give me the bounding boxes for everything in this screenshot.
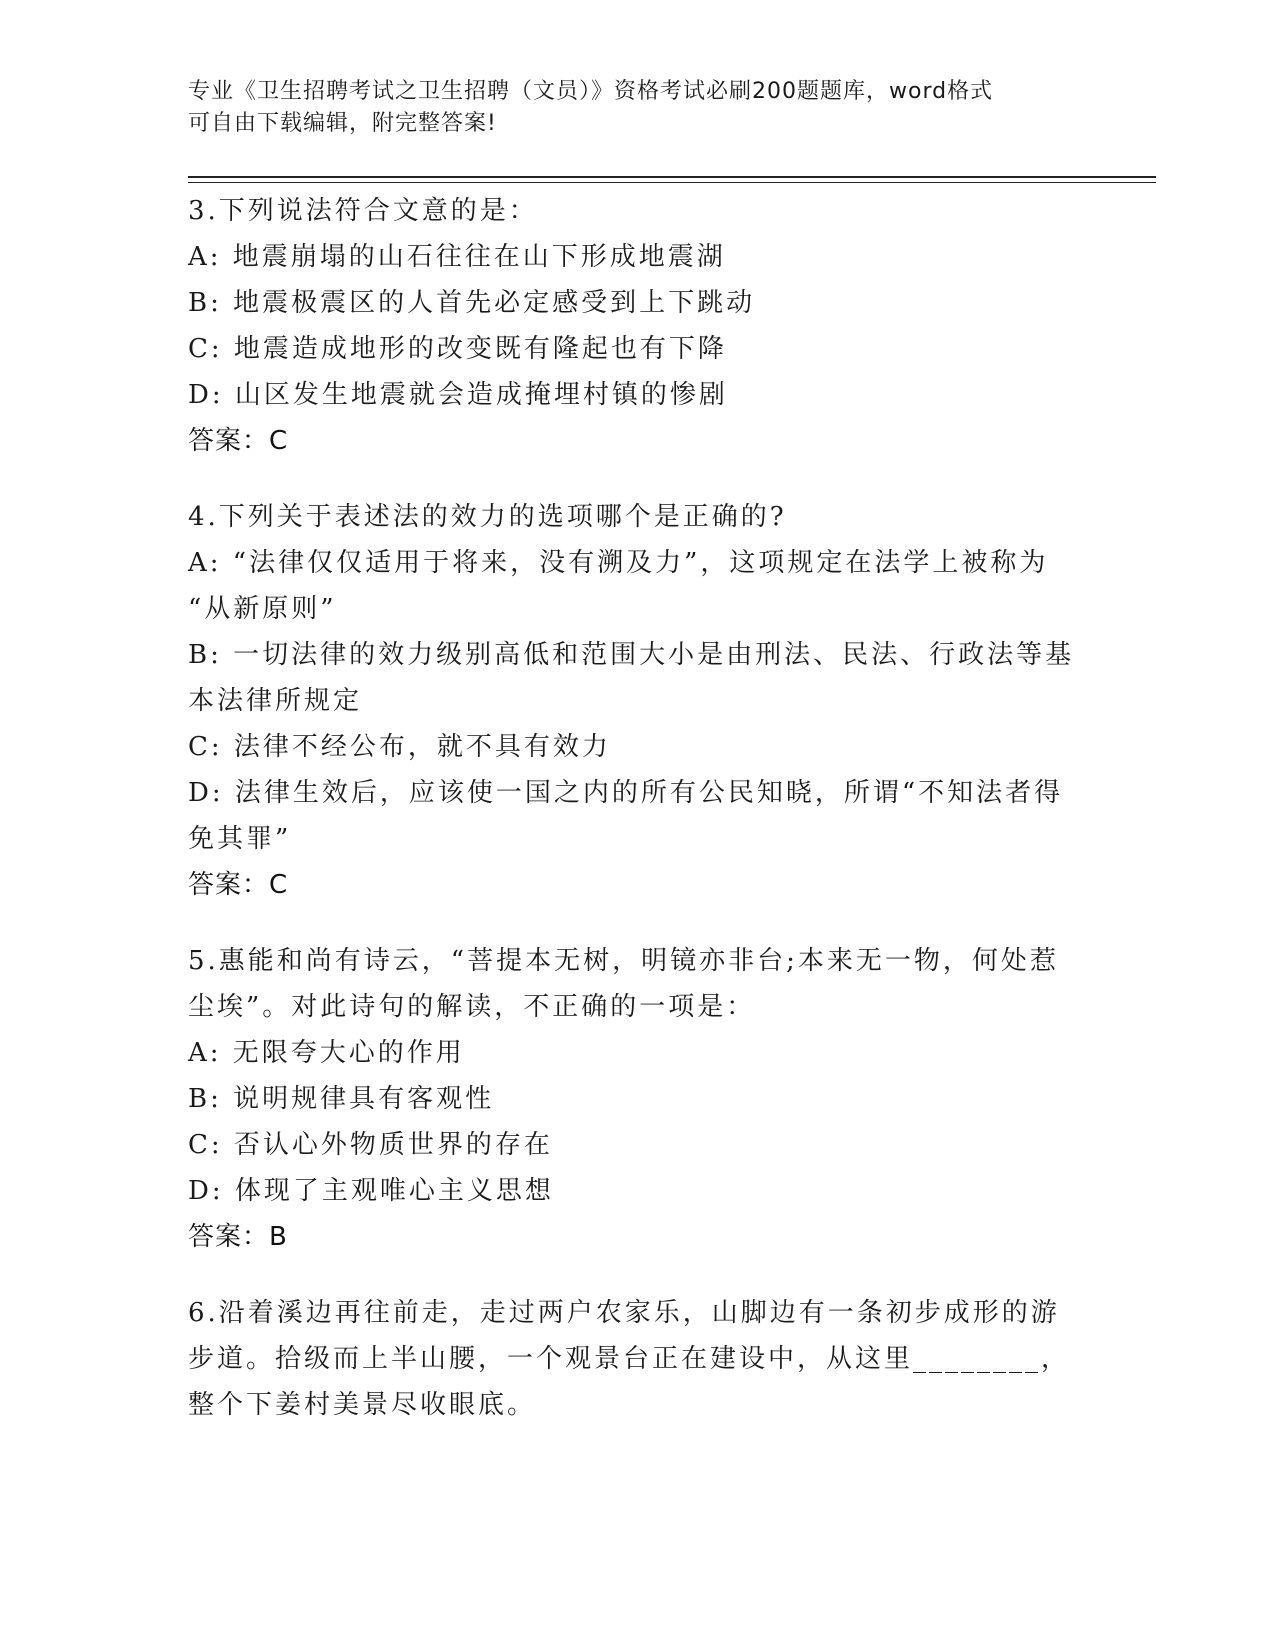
header-line-2: 可自由下载编辑，附完整答案! [188, 111, 497, 136]
question-block [188, 188, 1088, 464]
question-option: 免其罪” [188, 824, 292, 854]
question-stem: 整个下姜村美景尽收眼底。 [188, 1390, 537, 1420]
question-stem: 步道。拾级而上半山腰，一个观景台正在建设中，从这里________， [188, 1344, 1071, 1374]
question-option: “从新原则” [188, 594, 337, 624]
question-option: B: 说明规律具有客观性 [188, 1084, 495, 1114]
question-block [188, 494, 1088, 908]
question-option: D: 山区发生地震就会造成掩埋村镇的惨剧 [188, 380, 728, 410]
question-block [188, 1290, 1088, 1428]
question-option: A: 地震崩塌的山石往往在山下形成地震湖 [188, 242, 726, 272]
question-option: A: “法律仅仅适用于将来，没有溯及力”，这项规定在法学上被称为 [188, 548, 1049, 578]
question-option: A: 无限夸大心的作用 [188, 1038, 465, 1068]
question-stem: 尘埃”。对此诗句的解读，不正确的一项是： [188, 992, 756, 1022]
header-rule-thick [188, 176, 1156, 178]
question-stem: 6.沿着溪边再往前走，走过两户农家乐，山脚边有一条初步成形的游 [188, 1298, 1060, 1328]
answer-line: 答案：C [188, 426, 289, 456]
header-line-1: 专业《卫生招聘考试之卫生招聘（文员）》资格考试必刷200题题库，word格式 [188, 79, 994, 104]
document-header [188, 76, 1068, 140]
answer-line: 答案：C [188, 870, 289, 900]
question-option: D: 体现了主观唯心主义思想 [188, 1176, 554, 1206]
question-option: B: 一切法律的效力级别高低和范围大小是由刑法、民法、行政法等基 [188, 640, 1075, 670]
question-option: C: 否认心外物质世界的存在 [188, 1130, 553, 1160]
question-option: D: 法律生效后，应该使一国之内的所有公民知晓，所谓“不知法者得 [188, 778, 1064, 808]
question-option: B: 地震极震区的人首先必定感受到上下跳动 [188, 288, 756, 318]
header-rule-thin [188, 182, 1156, 183]
question-block [188, 938, 1088, 1260]
question-stem: 5.惠能和尚有诗云，“菩提本无树，明镜亦非台;本来无一物，何处惹 [188, 946, 1059, 976]
question-list [188, 188, 1088, 1458]
question-option: 本法律所规定 [188, 686, 363, 716]
answer-line: 答案：B [188, 1222, 288, 1252]
question-option: C: 地震造成地形的改变既有隆起也有下降 [188, 334, 727, 364]
question-stem: 3.下列说法符合文意的是： [188, 196, 538, 226]
question-option: C: 法律不经公布，就不具有效力 [188, 732, 611, 762]
question-stem: 4.下列关于表述法的效力的选项哪个是正确的? [188, 502, 787, 532]
